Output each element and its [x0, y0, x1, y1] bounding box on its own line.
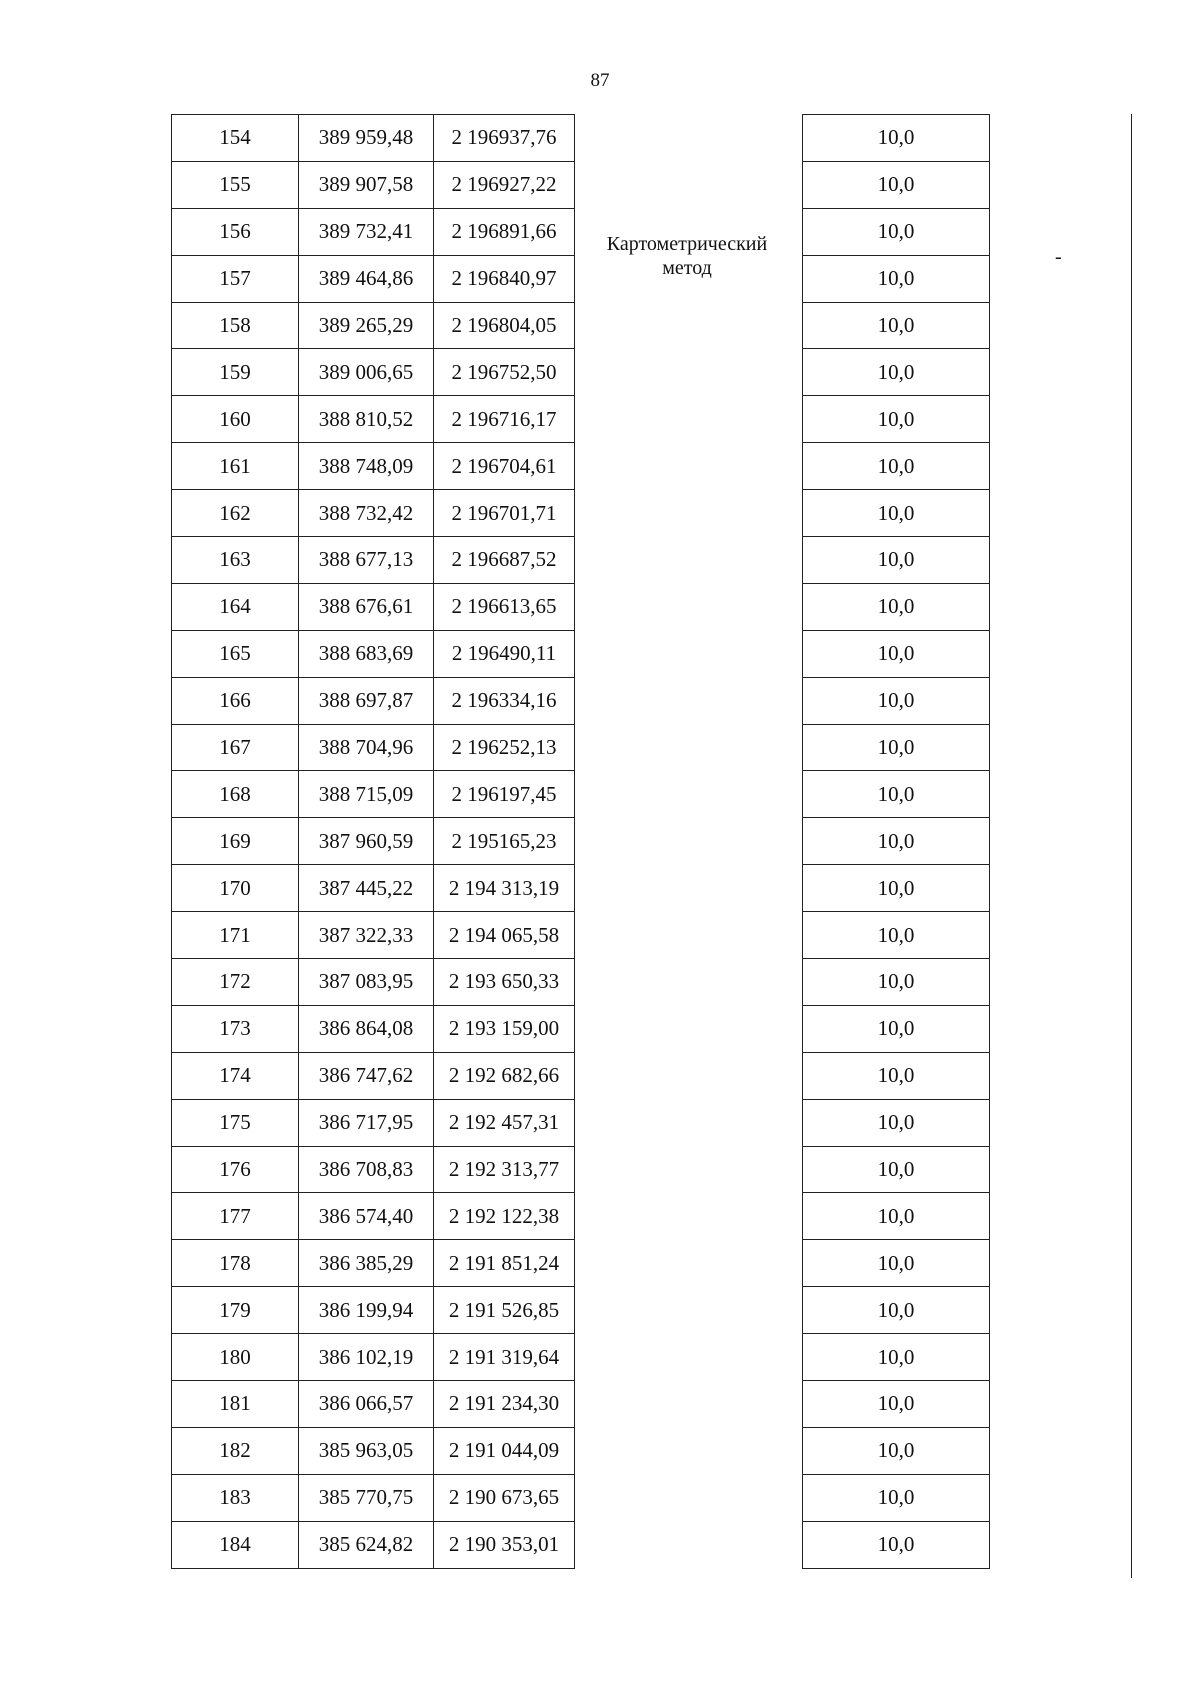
point-number-cell: 162 [172, 490, 299, 537]
x-coordinate-cell: 389 959,48 [299, 115, 434, 162]
y-coordinate-cell: 2 196490,11 [434, 630, 575, 677]
table-row [803, 490, 990, 537]
point-number-cell: 160 [172, 396, 299, 443]
y-coordinate-cell: 2 196613,65 [434, 583, 575, 630]
y-coordinate-cell: 2 196701,71 [434, 490, 575, 537]
y-coordinate-cell: 2 192 457,31 [434, 1099, 575, 1146]
table-row [803, 1427, 990, 1474]
accuracy-cell: 10,0 [803, 1005, 990, 1052]
table-row [803, 349, 990, 396]
table-row [803, 912, 990, 959]
y-coordinate-cell: 2 191 234,30 [434, 1381, 575, 1428]
table-row [172, 912, 575, 959]
x-coordinate-cell: 388 704,96 [299, 724, 434, 771]
table-row [172, 537, 575, 584]
y-coordinate-cell: 2 192 122,38 [434, 1193, 575, 1240]
accuracy-cell: 10,0 [803, 1474, 990, 1521]
y-coordinate-cell: 2 194 065,58 [434, 912, 575, 959]
table-row [803, 1005, 990, 1052]
table-row [172, 208, 575, 255]
y-coordinate-cell: 2 194 313,19 [434, 865, 575, 912]
accuracy-cell: 10,0 [803, 1287, 990, 1334]
table-row [172, 1146, 575, 1193]
table-row [172, 255, 575, 302]
accuracy-cell: 10,0 [803, 677, 990, 724]
y-coordinate-cell: 2 196687,52 [434, 537, 575, 584]
point-number-cell: 167 [172, 724, 299, 771]
accuracy-cell: 10,0 [803, 912, 990, 959]
table-row [803, 1099, 990, 1146]
y-coordinate-cell: 2 191 526,85 [434, 1287, 575, 1334]
x-coordinate-cell: 386 708,83 [299, 1146, 434, 1193]
accuracy-cell: 10,0 [803, 1521, 990, 1568]
table-row [172, 1474, 575, 1521]
x-coordinate-cell: 387 322,33 [299, 912, 434, 959]
accuracy-cell: 10,0 [803, 771, 990, 818]
x-coordinate-cell: 386 574,40 [299, 1193, 434, 1240]
x-coordinate-cell: 388 715,09 [299, 771, 434, 818]
y-coordinate-cell: 2 196334,16 [434, 677, 575, 724]
table-row [803, 161, 990, 208]
point-number-cell: 165 [172, 630, 299, 677]
point-number-cell: 171 [172, 912, 299, 959]
point-number-cell: 175 [172, 1099, 299, 1146]
table-row [803, 1193, 990, 1240]
table-row [803, 1334, 990, 1381]
table-row [172, 1005, 575, 1052]
y-coordinate-cell: 2 190 353,01 [434, 1521, 575, 1568]
table-row [172, 1193, 575, 1240]
y-coordinate-cell: 2 196804,05 [434, 302, 575, 349]
table-row [172, 1334, 575, 1381]
accuracy-cell: 10,0 [803, 1052, 990, 1099]
table-row [803, 677, 990, 724]
accuracy-cell: 10,0 [803, 537, 990, 584]
accuracy-cell: 10,0 [803, 583, 990, 630]
x-coordinate-cell: 388 697,87 [299, 677, 434, 724]
table-row [803, 396, 990, 443]
accuracy-cell: 10,0 [803, 818, 990, 865]
x-coordinate-cell: 385 963,05 [299, 1427, 434, 1474]
y-coordinate-cell: 2 191 851,24 [434, 1240, 575, 1287]
point-number-cell: 177 [172, 1193, 299, 1240]
table-row [172, 302, 575, 349]
x-coordinate-cell: 386 747,62 [299, 1052, 434, 1099]
x-coordinate-cell: 386 717,95 [299, 1099, 434, 1146]
x-coordinate-cell: 389 907,58 [299, 161, 434, 208]
y-coordinate-cell: 2 196937,76 [434, 115, 575, 162]
table-row [803, 630, 990, 677]
y-coordinate-cell: 2 196840,97 [434, 255, 575, 302]
y-coordinate-cell: 2 196716,17 [434, 396, 575, 443]
table-row [172, 396, 575, 443]
table-row [172, 1052, 575, 1099]
point-number-cell: 183 [172, 1474, 299, 1521]
accuracy-cell: 10,0 [803, 208, 990, 255]
y-coordinate-cell: 2 196197,45 [434, 771, 575, 818]
accuracy-cell: 10,0 [803, 1334, 990, 1381]
table-row [803, 1521, 990, 1568]
table-row [172, 349, 575, 396]
table-row [803, 724, 990, 771]
x-coordinate-cell: 389 464,86 [299, 255, 434, 302]
x-coordinate-cell: 386 102,19 [299, 1334, 434, 1381]
point-number-cell: 179 [172, 1287, 299, 1334]
x-coordinate-cell: 388 683,69 [299, 630, 434, 677]
x-coordinate-cell: 387 445,22 [299, 865, 434, 912]
x-coordinate-cell: 385 770,75 [299, 1474, 434, 1521]
x-coordinate-cell: 386 199,94 [299, 1287, 434, 1334]
table-row [803, 771, 990, 818]
coordinates-table-body [172, 115, 575, 1569]
table-row [172, 677, 575, 724]
table-row [803, 208, 990, 255]
accuracy-table-body [803, 115, 990, 1569]
accuracy-table [802, 114, 990, 1569]
x-coordinate-cell: 386 066,57 [299, 1381, 434, 1428]
point-number-cell: 174 [172, 1052, 299, 1099]
point-number-cell: 164 [172, 583, 299, 630]
x-coordinate-cell: 388 810,52 [299, 396, 434, 443]
accuracy-cell: 10,0 [803, 1240, 990, 1287]
dash-mark: - [1055, 246, 1062, 268]
table-row [172, 583, 575, 630]
table-row [803, 959, 990, 1006]
accuracy-cell: 10,0 [803, 396, 990, 443]
table-row [803, 583, 990, 630]
table-row [172, 1240, 575, 1287]
y-coordinate-cell: 2 192 313,77 [434, 1146, 575, 1193]
table-row [172, 724, 575, 771]
point-number-cell: 154 [172, 115, 299, 162]
table-row [803, 1287, 990, 1334]
accuracy-cell: 10,0 [803, 443, 990, 490]
accuracy-cell: 10,0 [803, 1381, 990, 1428]
point-number-cell: 166 [172, 677, 299, 724]
accuracy-cell: 10,0 [803, 865, 990, 912]
coordinates-table [171, 114, 575, 1569]
table-row [803, 537, 990, 584]
method-label: Картометрический метод [606, 233, 768, 279]
point-number-cell: 169 [172, 818, 299, 865]
table-row [172, 161, 575, 208]
point-number-cell: 176 [172, 1146, 299, 1193]
table-row [172, 1427, 575, 1474]
y-coordinate-cell: 2 193 650,33 [434, 959, 575, 1006]
accuracy-cell: 10,0 [803, 302, 990, 349]
point-number-cell: 159 [172, 349, 299, 396]
y-coordinate-cell: 2 196704,61 [434, 443, 575, 490]
y-coordinate-cell: 2 196927,22 [434, 161, 575, 208]
point-number-cell: 163 [172, 537, 299, 584]
table-row [172, 771, 575, 818]
point-number-cell: 184 [172, 1521, 299, 1568]
point-number-cell: 161 [172, 443, 299, 490]
point-number-cell: 178 [172, 1240, 299, 1287]
table-row [803, 255, 990, 302]
table-row [172, 1381, 575, 1428]
accuracy-cell: 10,0 [803, 1427, 990, 1474]
accuracy-cell: 10,0 [803, 630, 990, 677]
point-number-cell: 168 [172, 771, 299, 818]
y-coordinate-cell: 2 195165,23 [434, 818, 575, 865]
point-number-cell: 170 [172, 865, 299, 912]
x-coordinate-cell: 388 677,13 [299, 537, 434, 584]
table-row [803, 1240, 990, 1287]
accuracy-cell: 10,0 [803, 959, 990, 1006]
point-number-cell: 158 [172, 302, 299, 349]
x-coordinate-cell: 389 265,29 [299, 302, 434, 349]
point-number-cell: 157 [172, 255, 299, 302]
x-coordinate-cell: 388 732,42 [299, 490, 434, 537]
x-coordinate-cell: 389 732,41 [299, 208, 434, 255]
table-row [172, 818, 575, 865]
y-coordinate-cell: 2 196252,13 [434, 724, 575, 771]
point-number-cell: 181 [172, 1381, 299, 1428]
table-row [803, 865, 990, 912]
point-number-cell: 155 [172, 161, 299, 208]
table-row [172, 630, 575, 677]
point-number-cell: 172 [172, 959, 299, 1006]
y-coordinate-cell: 2 190 673,65 [434, 1474, 575, 1521]
y-coordinate-cell: 2 193 159,00 [434, 1005, 575, 1052]
table-row [803, 302, 990, 349]
table-row [172, 1287, 575, 1334]
y-coordinate-cell: 2 191 044,09 [434, 1427, 575, 1474]
table-row [803, 1381, 990, 1428]
table-row [172, 865, 575, 912]
point-number-cell: 182 [172, 1427, 299, 1474]
y-coordinate-cell: 2 191 319,64 [434, 1334, 575, 1381]
x-coordinate-cell: 387 960,59 [299, 818, 434, 865]
y-coordinate-cell: 2 196891,66 [434, 208, 575, 255]
accuracy-cell: 10,0 [803, 115, 990, 162]
x-coordinate-cell: 388 676,61 [299, 583, 434, 630]
table-row [172, 1521, 575, 1568]
table-row [172, 490, 575, 537]
table-row [803, 1474, 990, 1521]
accuracy-cell: 10,0 [803, 1099, 990, 1146]
x-coordinate-cell: 386 385,29 [299, 1240, 434, 1287]
x-coordinate-cell: 387 083,95 [299, 959, 434, 1006]
page-number: 87 [590, 70, 610, 91]
table-row [803, 818, 990, 865]
accuracy-cell: 10,0 [803, 1146, 990, 1193]
table-row [803, 1052, 990, 1099]
table-row [803, 443, 990, 490]
point-number-cell: 173 [172, 1005, 299, 1052]
accuracy-cell: 10,0 [803, 1193, 990, 1240]
accuracy-cell: 10,0 [803, 161, 990, 208]
accuracy-cell: 10,0 [803, 490, 990, 537]
table-row [172, 443, 575, 490]
table-row [172, 115, 575, 162]
x-coordinate-cell: 386 864,08 [299, 1005, 434, 1052]
right-border-line [1131, 114, 1132, 1578]
x-coordinate-cell: 388 748,09 [299, 443, 434, 490]
point-number-cell: 180 [172, 1334, 299, 1381]
point-number-cell: 156 [172, 208, 299, 255]
accuracy-cell: 10,0 [803, 349, 990, 396]
x-coordinate-cell: 385 624,82 [299, 1521, 434, 1568]
table-row [803, 115, 990, 162]
x-coordinate-cell: 389 006,65 [299, 349, 434, 396]
accuracy-cell: 10,0 [803, 724, 990, 771]
table-row [172, 1099, 575, 1146]
y-coordinate-cell: 2 192 682,66 [434, 1052, 575, 1099]
table-row [172, 959, 575, 1006]
y-coordinate-cell: 2 196752,50 [434, 349, 575, 396]
table-row [803, 1146, 990, 1193]
accuracy-cell: 10,0 [803, 255, 990, 302]
